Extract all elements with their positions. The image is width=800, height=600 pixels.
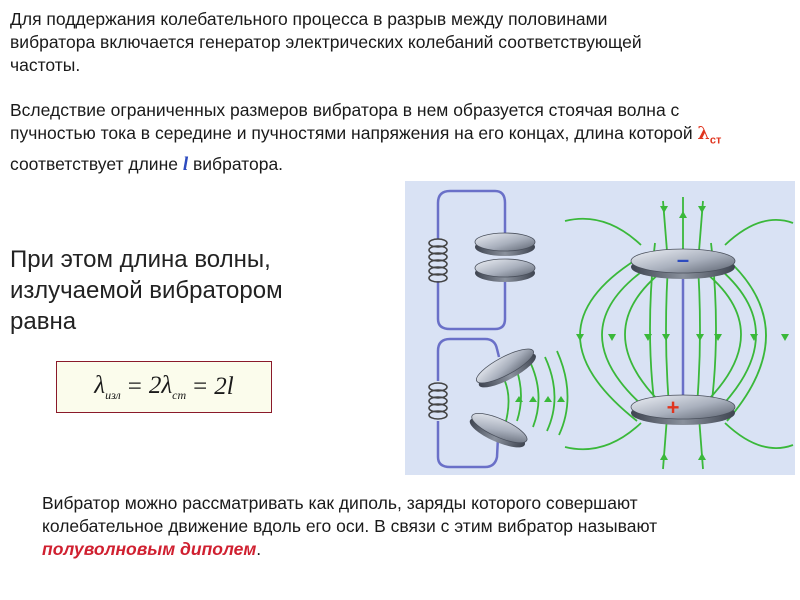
- formula-middle: $2\lambda_{ст}$: [148, 371, 187, 402]
- para2-text-after: вибратора.: [188, 153, 284, 174]
- parallel-disk-lower: [475, 259, 535, 282]
- parallel-disk-upper: [475, 233, 535, 256]
- coil-icon-upper: [429, 239, 447, 282]
- formula-box: [56, 361, 272, 413]
- half-wave-dipole-term: полуволновым диполем: [42, 539, 257, 559]
- formula-lhs: $\lambda_{изл}$: [94, 371, 121, 402]
- para2-text-before: Вследствие ограниченных размеров вибратора в нем образуется стоячая волна с пучностью тока в середине и пучностями напряжения на его концах, длина которой: [10, 100, 698, 143]
- para4-text-after: .: [256, 539, 262, 559]
- paragraph-standing-wave: [10, 99, 730, 176]
- dipole-disk-bottom: [631, 395, 735, 425]
- lambda-st-symbol: $\lambda_{ст}$: [697, 124, 722, 147]
- paragraph-wavelength: При этом длина волны, излучаемой вибратором равна: [10, 246, 283, 335]
- formula-equals-2: =: [193, 373, 208, 400]
- minus-sign: –: [676, 247, 690, 272]
- para4-text-before: Вибратор можно рассматривать как диполь, заряды которого совершают колебательное движение вдоль его оси. В связи с этим вибратор называют: [42, 493, 658, 536]
- paragraph-generator: Для поддержания колебательного процесса в разрыв между половинами вибратора включается генератор электрических колебаний соответствующей частоты.: [10, 9, 642, 75]
- para2-text-middle: соответствует длине: [10, 153, 183, 174]
- formula-equals-1: =: [127, 373, 142, 400]
- formula-rhs: 2l: [214, 373, 234, 400]
- paragraph-dipole: [42, 492, 692, 561]
- length-l-symbol: l: [182, 153, 189, 175]
- plus-sign: +: [666, 395, 680, 420]
- vibrator-figure: [405, 181, 795, 475]
